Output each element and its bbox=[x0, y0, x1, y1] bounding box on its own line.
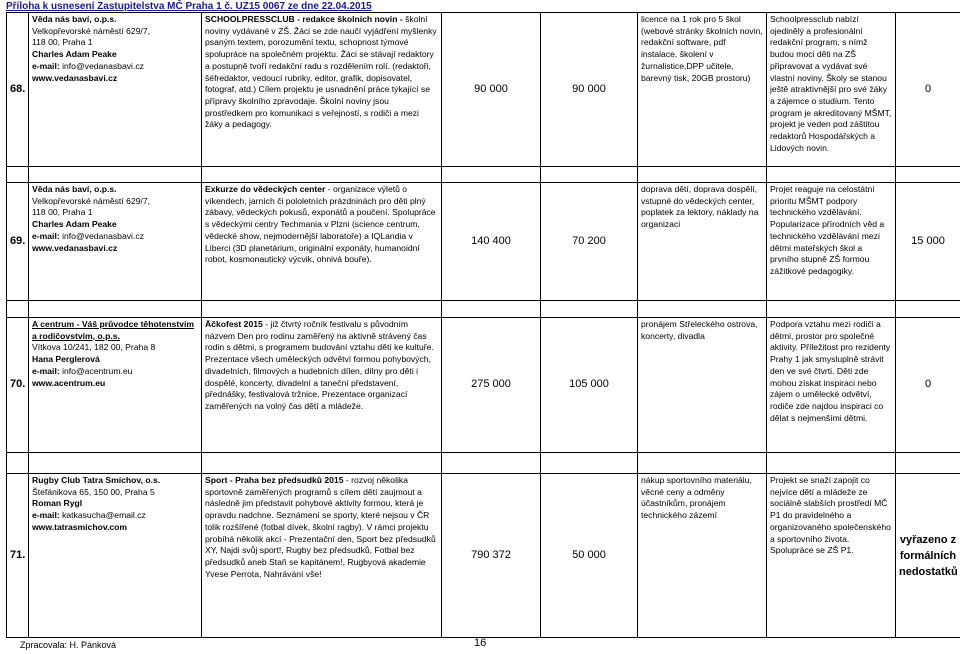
applicant-email[interactable]: katkasucha@email.cz bbox=[62, 510, 146, 521]
applicant-contact: Charles Adam Peake bbox=[32, 219, 117, 230]
applicant-email[interactable]: info@vedanasbavi.cz bbox=[62, 230, 144, 241]
project-description: - již čtvrtý ročník festivalu s původním názvem Den pro rodinu zaměřený na aktivně strávený čas rodin s dětmi, s programem budování vztahu dětí ke kultuře. Prezentace všech uměleckých odvětví formou pohybových, divadelních, filmových a hudebních dílen, dílny pro děti i dospělé, koncerty, divadelní a taneční představení, přednášky, festivalová tržnice. Prezentace organizací zaměřených na volný čas dětí a mládeže. bbox=[205, 319, 434, 411]
table-row bbox=[7, 183, 960, 301]
document-header: Příloha k usnesení Zastupitelstva MČ Praha 1 č. UZ15 0067 ze dne 22.04.2015 bbox=[6, 1, 372, 12]
applicant-name: Věda nás baví, o.p.s. bbox=[32, 184, 117, 194]
applicant-name: Věda nás baví, o.p.s. bbox=[32, 14, 117, 24]
row-number: 71. bbox=[7, 474, 29, 638]
row-number: 68. bbox=[7, 13, 29, 167]
requested-amount: 105 000 bbox=[541, 318, 638, 453]
email-label: e-mail: bbox=[32, 60, 60, 71]
project-title: Äčkofest 2015 bbox=[205, 319, 263, 329]
email-label: e-mail: bbox=[32, 230, 60, 241]
applicant-city: 118 00, Praha 1 bbox=[32, 207, 93, 218]
purpose-cell: pronájem Střeleckého ostrova, koncerty, divadla bbox=[638, 318, 767, 453]
applicant-contact: Roman Rygl bbox=[32, 498, 83, 509]
applicant-address: Velkopřevorské náměstí 629/7, bbox=[32, 25, 150, 36]
project-description: - organizace výletů o víkendech, jarních či pololetních prázdninách pro děti plný zábavy, vědeckých pokusů, exponátů a poučení. Spolupráce s vědeckými centry Techmania v Plzni (science centrum, vědecké show, nejmodernější laboratoře) a IQLandia v Liberci (3D planetárium, originální exponáty, humanoidní robot, kosmonautický výcvik, ohnivá bouře). bbox=[205, 184, 436, 265]
applicant-cell bbox=[29, 183, 202, 301]
requested-amount: 70 200 bbox=[541, 183, 638, 301]
total-cost: 790 372 bbox=[442, 474, 541, 638]
project-title: Sport - Praha bez předsudků 2015 bbox=[205, 475, 344, 485]
total-cost: 90 000 bbox=[442, 13, 541, 167]
applicant-web[interactable]: www.acentrum.eu bbox=[32, 377, 106, 388]
applicant-address: Velkopřevorské náměstí 629/7, bbox=[32, 195, 150, 206]
prepared-by: Zpracovala: H. Pánková bbox=[20, 640, 117, 650]
justification-cell: Projet reaguje na celostátní prioritu MŠMT podpory technického vzdělávání. Popularizace přírodních věd a technického vzdělávání mezi dětmi mateřských škol a prvního stupně ZŠ formou zážitkové pedagogiky. bbox=[767, 183, 896, 301]
purpose-cell: licence na 1 rok pro 5 škol (webové stránky školních novin, redakční software, pdf instalace, školení v žurnalistice,DPP učitele, barevný tisk, 20GB prostoru) bbox=[638, 13, 767, 167]
applicant-web[interactable]: www.vedanasbavi.cz bbox=[32, 242, 118, 253]
requested-amount: 90 000 bbox=[541, 13, 638, 167]
applicant-name: Rugby Club Tatra Smíchov, o.s. bbox=[32, 475, 161, 485]
applicant-cell bbox=[29, 318, 202, 453]
purpose-cell: nákup sportovního materiálu, věcné ceny a odměny účastníkům, pronájem technického zázemí bbox=[638, 474, 767, 638]
applicant-web[interactable]: www.tatrasmichov.com bbox=[32, 521, 128, 532]
row-spacer bbox=[7, 301, 960, 318]
requested-amount: 50 000 bbox=[541, 474, 638, 638]
justification-cell: Projekt se snaží zapojit co nejvíce dětí a mládeže ze sociálně slabších prostředí MČ P1 do pravidelného a organizovaného společenského a sportovního života. Spolupráce se ZŠ P1. bbox=[767, 474, 896, 638]
row-spacer bbox=[7, 167, 960, 183]
email-label: e-mail: bbox=[32, 365, 60, 376]
applicant-cell bbox=[29, 13, 202, 167]
page-number: 16 bbox=[474, 637, 487, 649]
applicant-city: 118 00, Praha 1 bbox=[32, 37, 93, 48]
project-title: SCHOOLPRESSCLUB - redakce školních novin - bbox=[205, 14, 403, 24]
applicant-contact: Hana Perglerová bbox=[32, 354, 100, 365]
table-row bbox=[7, 13, 960, 167]
applicant-web[interactable]: www.vedanasbavi.cz bbox=[32, 72, 118, 83]
project-cell bbox=[202, 13, 442, 167]
project-title: Exkurze do vědeckých center bbox=[205, 184, 326, 194]
applicant-contact: Charles Adam Peake bbox=[32, 49, 117, 60]
applicant-address: Vítkova 10/241, 182 00, Praha 8 bbox=[32, 342, 156, 353]
decision-cell: vyřazeno z formálních nedostatků bbox=[896, 474, 960, 638]
email-label: e-mail: bbox=[32, 510, 60, 521]
total-cost: 140 400 bbox=[442, 183, 541, 301]
row-number: 70. bbox=[7, 318, 29, 453]
grants-table bbox=[6, 12, 960, 638]
decision-cell: 0 bbox=[896, 318, 960, 453]
table-row bbox=[7, 474, 960, 638]
applicant-email[interactable]: info@vedanasbavi.cz bbox=[62, 60, 144, 71]
project-cell bbox=[202, 474, 442, 638]
justification-cell: Podpora vztahu mezi rodiči a dětmi, prostor pro společné aktivity. Příležitost pro rezidenty Prahy 1 jak smysluplně strávit den ve své čtvrti. Děti zde mohou získat inspiraci nebo zájem o umělecké odvětví, rodiče zde najdou inspiraci co dělat s nejmenšími dětmi. bbox=[767, 318, 896, 453]
applicant-name: A centrum - Váš průvodce těhotenstvím a rodičovstvím, o.p.s. bbox=[32, 319, 195, 341]
project-description: školní noviny vydávané v ZŠ. Žáci se zde naučí vyjádření myšlenky psaným textem, porozumění textu, schopnost týmové spolupráce na společném projektu. Žáci se stávají redaktory a postupně tvoří redakční radu s rozdělením rolí. (redaktoři, šéfredaktor, vedoucí rubriky, editor, grafik, dopisovatel, fotograf, atd.) Cílem projektu je usnadnění práce týkající se přípravy školního zpravodaje. Školní noviny jsou prostředkem pro komunikaci s veřejností, s rodiči a mezi žáky a pedagogy. bbox=[205, 14, 437, 130]
decision-cell: 15 000 bbox=[896, 183, 960, 301]
row-number: 69. bbox=[7, 183, 29, 301]
decision-cell: 0 bbox=[896, 13, 960, 167]
applicant-email[interactable]: info@acentrum.eu bbox=[62, 365, 133, 376]
project-description: - rozvoj několika sportovně zaměřených programů s cílem dětí zaujmout a následně jim představit pohybové aktivity formou, která je opravdu nadchne. Seznámení se sporty, které nejsou v ČR tolik rozšířené (fotbal dívek, školní ragby). V rámci projektu probíhá několik akcí - Prezentační den, Sport bez předsudků XY, Najdi svůj sport!, Rugby bez předsudků, Fotbal bez předsudků aneb Staň se kapitánem!, Rugbyová akademie Yvese Perrota, Nahrávání vše! bbox=[205, 475, 436, 579]
table-row bbox=[7, 318, 960, 453]
row-spacer bbox=[7, 453, 960, 474]
project-cell bbox=[202, 318, 442, 453]
justification-cell: Schoolpressclub nabízí ojedinělý a profesionální redakční program, s nímž budou moci děti na ZŠ připravovat a vydávat své vlastní noviny. Školy se stanou ještě atraktivnější pro své žáky a zájemce o studium. Tento program je akreditovaný MŠMT, projekt je veden pod záštitou redaktorů Hospodářských a Lidových novin. bbox=[767, 13, 896, 167]
project-cell bbox=[202, 183, 442, 301]
applicant-cell bbox=[29, 474, 202, 638]
applicant-address: Štefánikova 65, 150 00, Praha 5 bbox=[32, 486, 155, 497]
purpose-cell: doprava dětí, doprava dospělí, vstupné do vědeckých center, poplatek za lektory, náklady na organizaci bbox=[638, 183, 767, 301]
total-cost: 275 000 bbox=[442, 318, 541, 453]
